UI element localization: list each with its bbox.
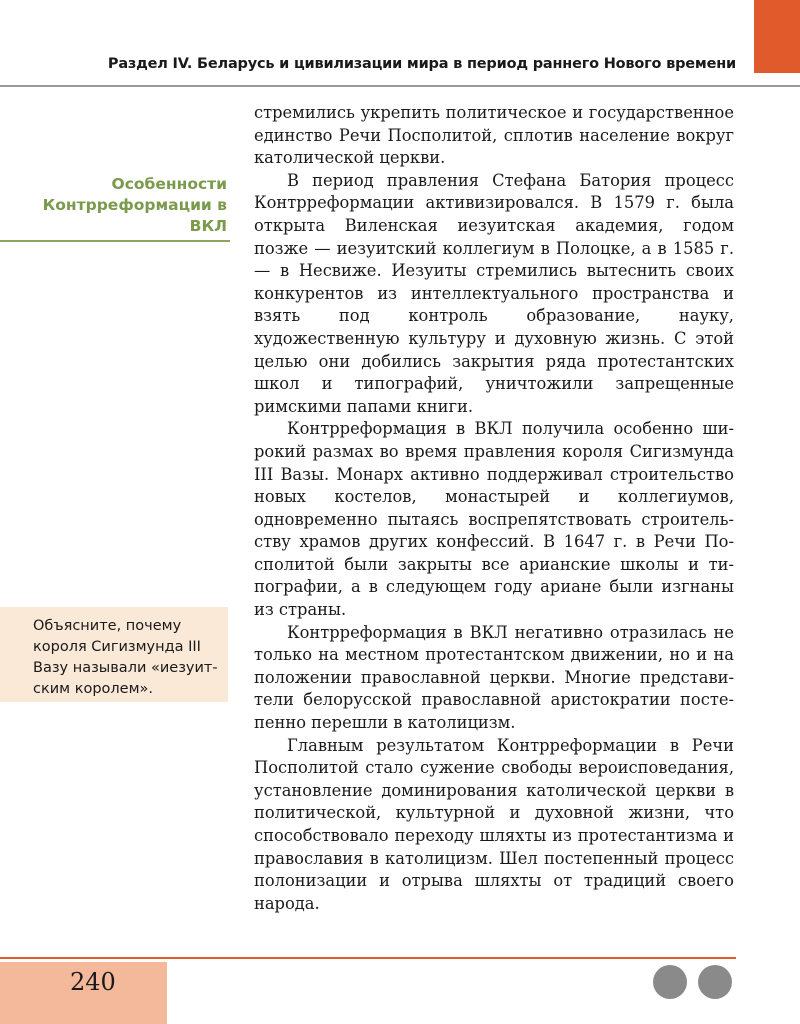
corner-tab [754, 0, 800, 73]
footer-divider [0, 957, 736, 959]
paragraph-3: Контрреформация в ВКЛ получила особенно широкий размах во время правления короля Сигизмунда III Вазы. Монарх активно поддерживал строительство новых костелов, монастырей и коллегиумов, одновременно пытаясь воспрепятствовать строительству храмов других конфессий. В 1647 г. в Речи Посполитой были закрыты все арианские школы и типографии, а в следующем году ариане были изгнаны из страны. [254, 419, 734, 620]
decorative-dot-icon [653, 965, 687, 999]
main-text [254, 102, 734, 915]
section-header: Раздел IV. Беларусь и цивилизации мира в период раннего Нового времени [107, 56, 736, 72]
paragraph-4: Контрреформация в ВКЛ негативно отразилась не только на местном протестантском движении, но и на положении православной церкви. Многие представители белорусской православной аристократии постепенно перешли в католицизм. [254, 622, 734, 733]
paragraph-1: стремились укрепить политическое и государственное единство Речи Посполитой, сплотив население вокруг католической церкви. [254, 103, 734, 168]
question-box [0, 607, 228, 702]
header-divider [0, 85, 800, 87]
margin-heading: Особенности Контрреформации в ВКЛ [42, 175, 227, 235]
page-number: 240 [70, 968, 116, 996]
paragraph-2: В период правления Стефана Батория процесс Контрреформации активизировался. В 1579 г. была открыта Виленская иезуитская академия, годом позже — иезуитский коллегиум в Полоцке, а в 1585 г. — в Несвиже. Иезуиты стремились вытеснить своих конкурентов из интеллектуального пространства и взять под контроль образование, науку, художественную культуру и духовную жизнь. С этой целью они добились закрытия ряда протестантских школ и типографий, уничтожили запрещенные римскими папами книги. [254, 170, 734, 416]
question-text: Объясните, почему короля Сигизмунда III Вазу называли «иезуитским королем». [33, 618, 218, 697]
decorative-dot-icon [698, 965, 732, 999]
margin-heading-divider [0, 240, 230, 242]
paragraph-5: Главным результатом Контрреформации в Речи Посполитой стало сужение свободы вероисповедания, установление доминирования католической церкви в политической, культурной и духовной жизни, что способствовало переходу шляхты из протестантизма и православия в католицизм. Шел постепенный процесс полонизации и отрыва шляхты от традиций своего народа. [254, 735, 734, 913]
